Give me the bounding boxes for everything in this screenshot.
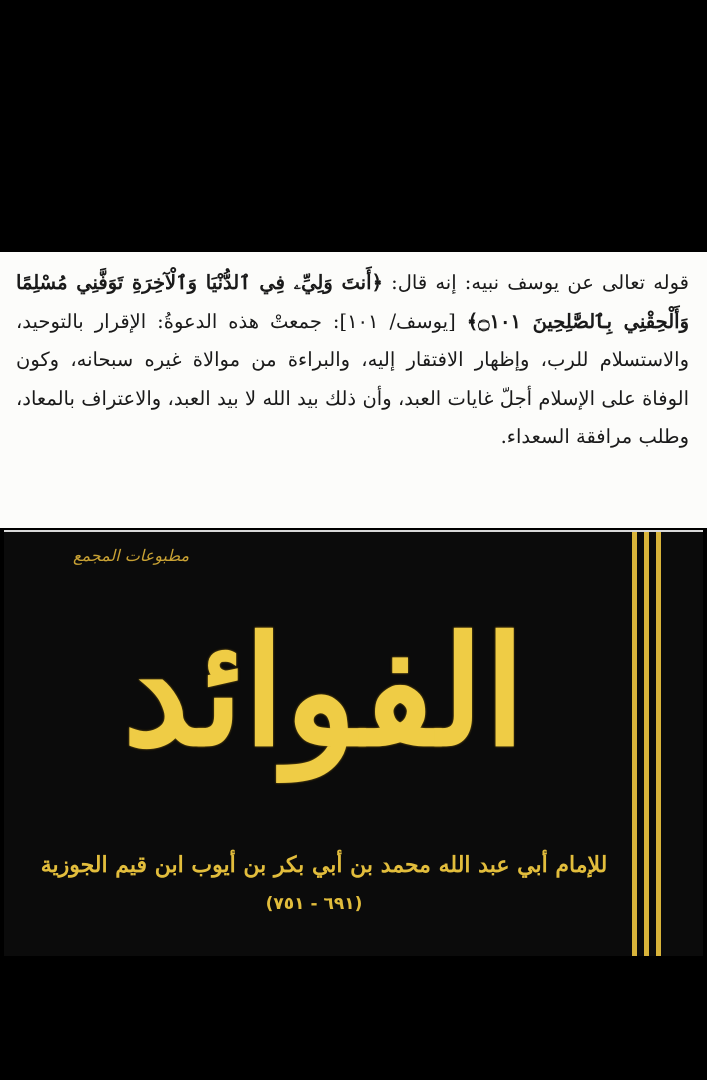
bottom-black-area [0, 956, 707, 1080]
author-line: للإمام أبي عبد الله محمد بن أبي بكر بن أيوب ابن قيم الجوزية [40, 852, 608, 878]
verse-reference: [يوسف/ ١٠١]: [332, 309, 456, 333]
publisher-label: مطبوعات المجمع [72, 546, 190, 565]
book-title: الفوائد [122, 604, 526, 780]
quran-verse: ﴿أَنتَ وَلِيِّۦ فِي ٱلدُّنْيَا وَٱلْآخِرَةِ تَوَفَّنِي مُسْلِمًا وَأَلْحِقْنِي بِٱلصَّٰلِحِينَ ۝١٠١﴾ [16, 271, 689, 333]
excerpt-body: جمعتْ هذه الدعوةُ: الإقرار بالتوحيد، والاستسلام للرب، وإظهار الافتقار إليه، والبراءة من موالاة غيره سبحانه، وكون الوفاة على الإسلام أجلّ غايات العبد، وأن ذلك بيد الله لا بيد العبد، والاعتراف بالمعاد، وطلب مرافقة السعداء. [16, 309, 689, 448]
gold-stripe [632, 532, 637, 958]
gold-stripe [656, 532, 661, 958]
top-black-area [0, 0, 707, 252]
gold-stripe [644, 532, 649, 958]
excerpt-paragraph [16, 264, 689, 457]
book-cover [4, 530, 703, 958]
author-dates: (٦٩١ - ٧٥١) [265, 894, 363, 914]
excerpt-intro: قوله تعالى عن يوسف نبيه: إنه قال: [391, 271, 689, 294]
book-page-excerpt [0, 252, 707, 528]
